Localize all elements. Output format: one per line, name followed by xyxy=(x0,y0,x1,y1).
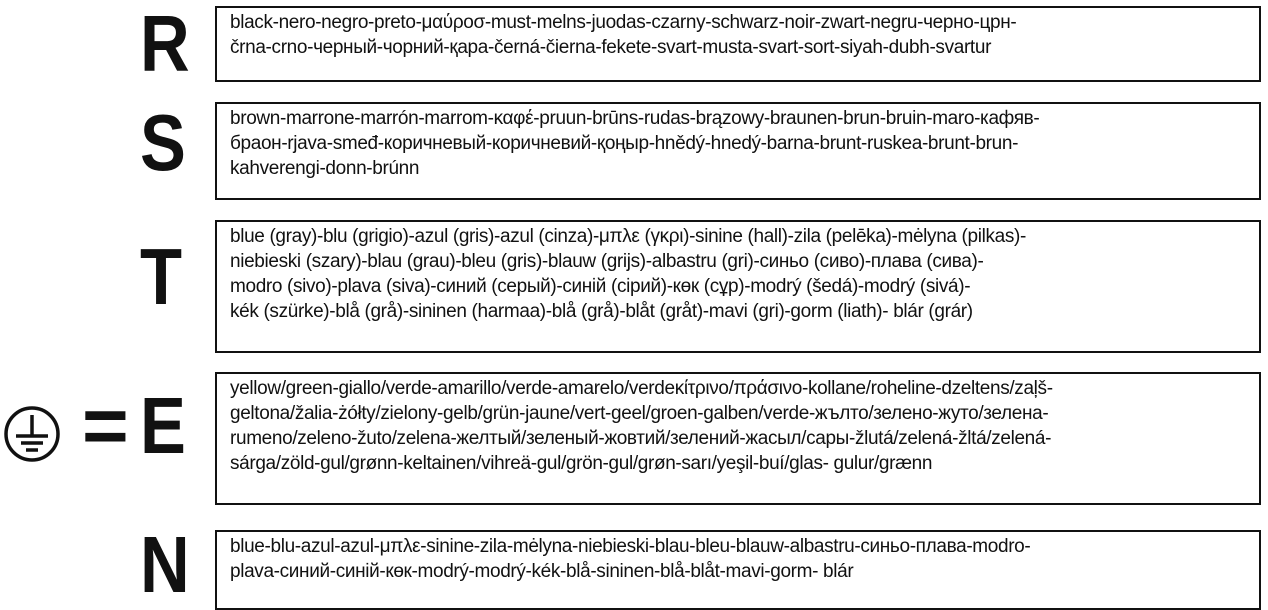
color-line: blue (gray)-blu (grigio)-azul (gris)-azul (cinza)-μπλε (γκρι)-sinine (hall)-zila (pelēka)-mėlyna (pilkas)- xyxy=(230,226,1026,247)
letter-e: E xyxy=(140,381,186,470)
color-box-n xyxy=(215,530,1261,610)
color-box-t xyxy=(215,220,1261,353)
color-line: black-nero-negro-preto-μαύροσ-must-melns-juodas-czarny-schwarz-noir-zwart-negru-черно-црн- xyxy=(230,12,1017,33)
color-line: niebieski (szary)-blau (grau)-bleu (gris)-blauw (grijs)-albastru (gri)-синьо (сиво)-плава (сива)- xyxy=(230,251,984,272)
color-line: blue-blu-azul-azul-μπλε-sinine-zila-mėlyna-niebieski-blau-bleu-blauw-albastru-синьо-плава-modro- xyxy=(230,536,1031,557)
color-box-s xyxy=(215,102,1261,200)
color-line: brown-marrone-marrón-marrom-καφέ-pruun-brūns-rudas-brązowy-braunen-brun-bruin-maro-кафяв- xyxy=(230,108,1040,129)
color-line: rumeno/zeleno-žuto/zelena-желтый/зеленый-жовтий/зелений-жасыл/сары-žlutá/zelená-žltá/zelená- xyxy=(230,428,1052,449)
letter-n: N xyxy=(140,520,190,609)
color-line: kék (szürke)-blå (grå)-sininen (harmaa)-blå (grå)-blåt (gråt)-mavi (gri)-gorm (liath)- blár (grár) xyxy=(230,301,973,322)
color-line: yellow/green-giallo/verde-amarillo/verde-amarelo/verdeκίτρινο/πράσινο-kollane/roheline-dzeltens/zaļš- xyxy=(230,378,1053,399)
color-line: črna-crno-черный-чорний-қара-černá-čierna-fekete-svart-musta-svart-sort-siyah-dubh-svartur xyxy=(230,37,992,58)
equals-sign: = xyxy=(82,381,129,470)
protective-earth-ground-icon xyxy=(3,405,61,463)
letter-r: R xyxy=(140,0,190,88)
color-box-e xyxy=(215,372,1261,505)
color-line: браон-rjava-smeđ-коричневый-коричневий-қоңыр-hnědý-hnedý-barna-brunt-ruskea-brunt-brun- xyxy=(230,133,1019,154)
color-box-r xyxy=(215,6,1261,82)
letter-s: S xyxy=(140,98,186,187)
color-line: plava-синий-синій-көк-modrý-modrý-kék-blå-sininen-blå-blåt-mavi-gorm- blár xyxy=(230,561,854,582)
letter-t: T xyxy=(140,232,183,321)
color-line: kahverengi-donn-brúnn xyxy=(230,158,420,179)
color-line: geltona/žalia-żółty/zielony-gelb/grün-jaune/vert-geel/groen-galben/verde-жълто/зелено-жуто/зелена- xyxy=(230,403,1049,424)
color-line: sárga/zöld-gul/grønn-keltainen/vihreä-gul/grön-gul/grøn-sarı/yeşil-buí/glas- gulur/grænn xyxy=(230,453,933,474)
color-line: modro (sivo)-plava (siva)-синий (серый)-синій (сірий)-көк (сұр)-modrý (šedá)-modrý (sivá)- xyxy=(230,276,971,297)
